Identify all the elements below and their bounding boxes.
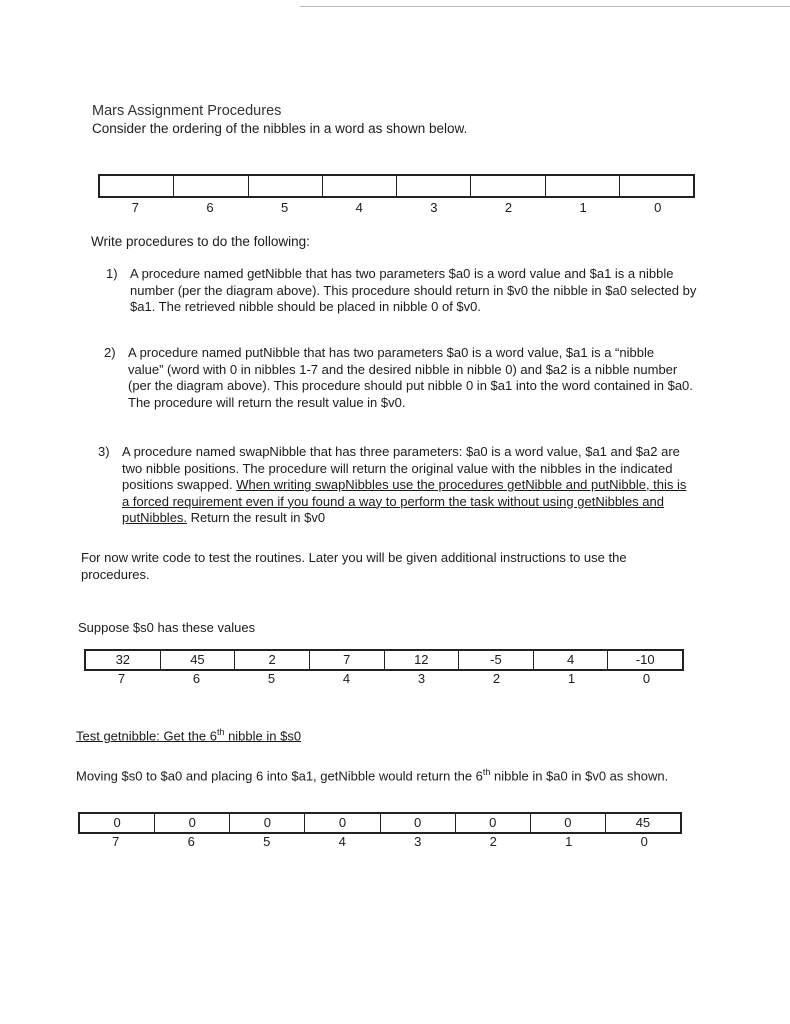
v0-index-row — [78, 834, 682, 849]
nibble-index: 5 — [263, 834, 271, 849]
nibble-index: 1 — [567, 671, 576, 686]
nibble-value: 4 — [534, 651, 609, 669]
empty-cell — [174, 176, 248, 196]
test-note: For now write code to test the routines. Later you will be given additional instructions to use the procedures. — [81, 550, 627, 582]
nibble-index: 7 — [117, 671, 126, 686]
ordering-index-row — [98, 200, 695, 215]
nibble-index: 3 — [417, 671, 426, 686]
procedure-item-1 — [106, 266, 700, 316]
procedure-item-3 — [98, 444, 694, 527]
s0-value-row — [84, 649, 684, 671]
suppose-label: Suppose $s0 has these values — [78, 620, 256, 635]
nibble-index: 2 — [492, 671, 501, 686]
nibble-index: 5 — [280, 200, 289, 215]
nibble-index: 0 — [654, 200, 662, 215]
empty-cell — [546, 176, 620, 196]
superscript: th — [482, 767, 491, 777]
nibble-value: -10 — [635, 652, 655, 667]
nibble-index: 3 — [430, 200, 438, 215]
nibble-index: 4 — [355, 200, 363, 215]
write-heading: Write procedures to do the following: — [91, 234, 310, 249]
nibble-index: 2 — [489, 834, 497, 849]
moving-text-main: Moving $s0 to $a0 and placing 6 into $a1, getNibble would return the 6 — [76, 768, 483, 784]
nibble-value: 0 — [531, 814, 606, 832]
empty-cell — [471, 176, 545, 196]
nibble-value: 0 — [230, 814, 305, 832]
v0-value-row — [78, 812, 682, 834]
nibble-value: 45 — [161, 651, 236, 669]
item-number: 1) — [106, 266, 118, 281]
test-heading — [76, 724, 301, 745]
nibble-value: 32 — [86, 651, 161, 669]
nibble-index: 1 — [565, 834, 573, 849]
item-number: 3) — [98, 444, 110, 459]
nibble-index: 5 — [267, 671, 276, 686]
item-underlined-text: When writing swapNibbles use the procedures getNibble and putNibble, this is a forced requirement even if you found a way to perform the task without using getNibbles and putNibbles. — [122, 477, 687, 525]
nibble-value: 0 — [456, 814, 531, 832]
intro-text: Consider the ordering of the nibbles in a word as shown below. — [92, 121, 468, 136]
nibble-ordering-box — [98, 174, 695, 198]
nibble-index: 6 — [187, 834, 195, 849]
nibble-index: 7 — [131, 200, 139, 215]
moving-text — [76, 764, 716, 785]
nibble-index: 4 — [342, 671, 351, 686]
page-title: Mars Assignment Procedures — [92, 103, 282, 119]
nibble-index: 6 — [206, 200, 214, 215]
test-heading-text: Test getnibble: Get the 6 — [76, 728, 217, 744]
moving-text-tail: nibble in $a0 in $v0 as shown. — [490, 768, 669, 784]
nibble-value: 0 — [381, 814, 456, 832]
nibble-index: 2 — [504, 200, 513, 215]
nibble-index: 7 — [112, 834, 120, 849]
nibble-index: 1 — [579, 200, 587, 215]
nibble-value: 0 — [155, 814, 230, 832]
item-text: A procedure named swapNibble that has three parameters: $a0 is a word value, $a1 and $a2 are two nibble positions. The procedure will return the original value with the nibbles in the indicated positions swapped. — [122, 444, 680, 492]
nibble-value: 0 — [80, 814, 155, 832]
item-text: A procedure named putNibble that has two parameters $a0 is a word value, $a1 is a “nibble value” (word with 0 in nibbles 1-7 and the desired nibble in nibble 0) and $a2 is a nibble number (per the diagram above). This procedure should put nibble 0 in $a1 into the word contained in $a0. The procedure will return the result value in $v0. — [128, 345, 693, 410]
nibble-value: -5 — [459, 651, 534, 669]
nibble-index: 4 — [338, 834, 346, 849]
nibble-index: 0 — [640, 834, 648, 849]
item-text: A procedure named getNibble that has two parameters $a0 is a word value and $a1 is a nibble number (per the diagram above). This procedure should return in $v0 the nibble in $a0 selected by $a1. The retrieved nibble should be placed in nibble 0 of $v0. — [130, 266, 697, 314]
item-tail-text: Return the result in $v0 — [190, 510, 326, 525]
empty-cell — [249, 176, 323, 196]
nibble-index: 0 — [642, 671, 651, 686]
nibble-index: 3 — [414, 834, 422, 849]
empty-cell — [397, 176, 471, 196]
nibble-value: 0 — [305, 814, 380, 832]
empty-cell — [620, 176, 693, 196]
nibble-value: 45 — [635, 815, 651, 830]
nibble-index: 6 — [192, 671, 201, 686]
nibble-value: 7 — [310, 651, 385, 669]
empty-cell — [323, 176, 397, 196]
procedure-item-2 — [104, 345, 693, 411]
s0-index-row — [84, 671, 684, 686]
nibble-value: 2 — [235, 651, 310, 669]
superscript: th — [216, 727, 225, 737]
top-rule — [300, 6, 790, 7]
test-heading-tail: nibble in $s0 — [224, 728, 302, 744]
item-number: 2) — [104, 345, 116, 360]
nibble-value: 12 — [385, 651, 460, 669]
empty-cell — [100, 176, 174, 196]
